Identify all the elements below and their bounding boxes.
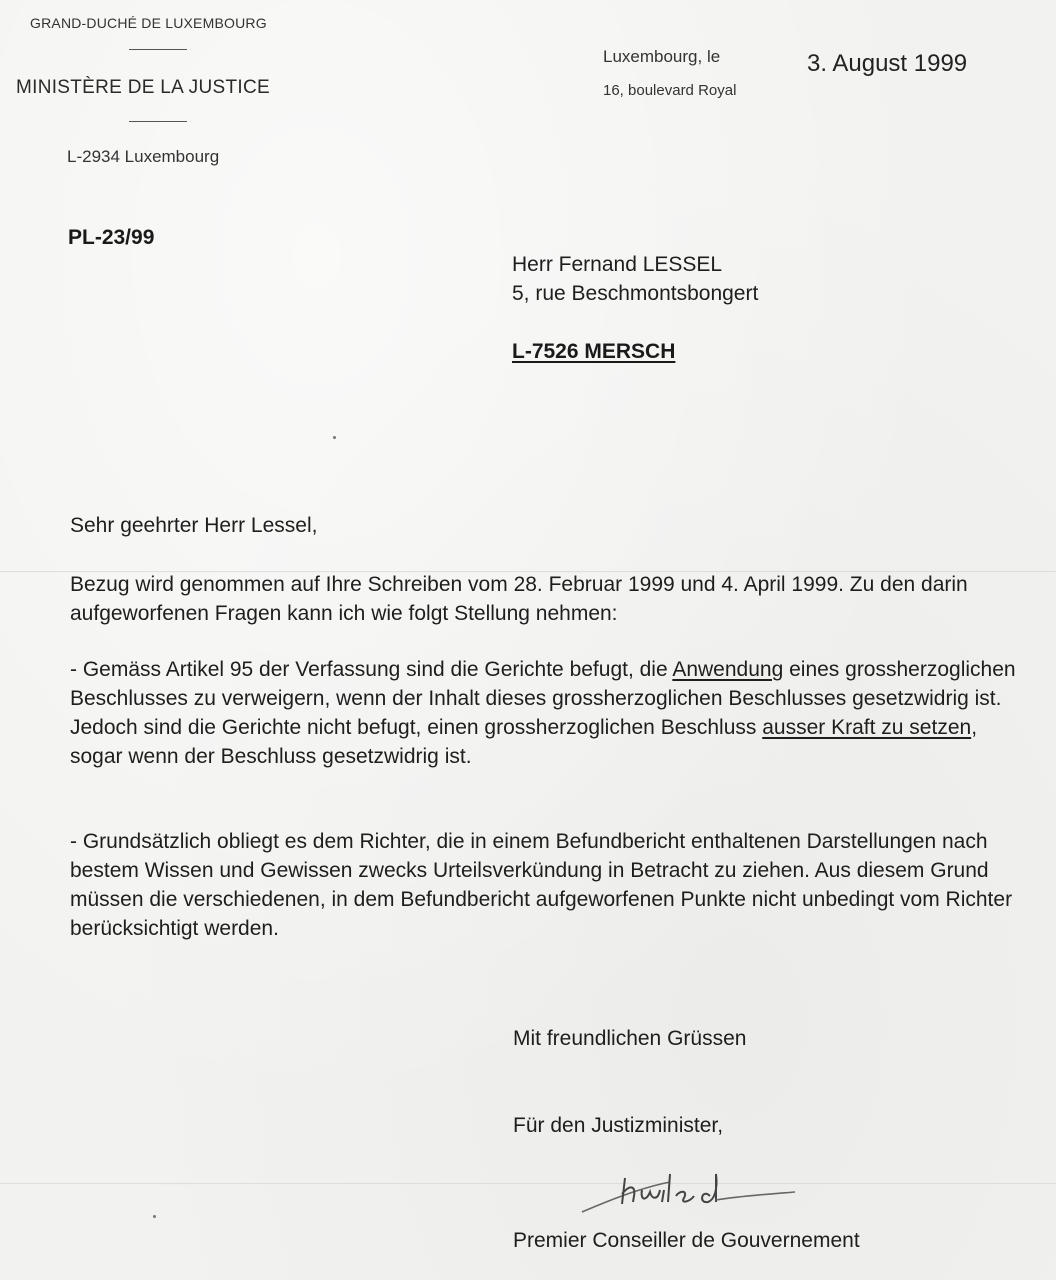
sender-street: 16, boulevard Royal — [603, 82, 737, 99]
recipient-city: L-7526 MERSCH — [512, 340, 676, 363]
on-behalf-line: Für den Justizminister, — [513, 1114, 724, 1137]
letter-date: 3. August 1999 — [807, 50, 968, 77]
body-paragraph-3: - Grundsätzlich obliegt es dem Richter, die in einem Befundbericht enthaltenen Darstellungen nach bestem Wissen und Gewissen zwecks Urteilsverkündung in Betracht zu ziehen. Aus diesem Grund müssen die verschiedenen, in dem Befundbericht aufgeworfenen Punkte nicht unbedingt vom Richter berücksichtigt werden. — [70, 830, 1013, 940]
body-paragraph-2 — [70, 655, 1030, 771]
reference-number: PL-23/99 — [68, 226, 155, 249]
paragraph-text: - Gemäss Artikel 95 der Verfassung sind die Gerichte befugt, die — [70, 658, 673, 681]
paper-fold-line — [0, 1183, 1056, 1185]
closing-phrase: Mit freundlichen Grüssen — [513, 1027, 747, 1050]
paper-speck — [153, 1215, 156, 1218]
recipient-street: 5, rue Beschmontsbongert — [512, 282, 759, 305]
paper-speck — [333, 436, 336, 439]
signer-title: Premier Conseiller de Gouvernement — [513, 1229, 860, 1252]
body-paragraph-1: Bezug wird genommen auf Ihre Schreiben vom 28. Februar 1999 und 4. April 1999. Zu den darin aufgeworfenen Fragen kann ich wie folgt Stellung nehmen: — [70, 573, 968, 625]
letterhead-ministry: MINISTÈRE DE LA JUSTICE — [16, 77, 270, 98]
recipient-name: Herr Fernand LESSEL — [512, 253, 723, 276]
letterhead-country: GRAND-DUCHÉ DE LUXEMBOURG — [30, 15, 267, 31]
underlined-text: ausser Kraft zu setzen — [762, 716, 972, 739]
paragraph-text: eines grossherzoglichen Beschlusses zu verweigern, wenn der Inhalt dieses grossherzoglichen Beschlusses gesetzwidrig ist. Jedoch sind die Gerichte nicht befugt, einen grossherzoglichen Beschluss — [70, 658, 1016, 739]
letterhead-postal-code: L-2934 Luxembourg — [67, 147, 220, 166]
handwritten-signature — [580, 1160, 800, 1220]
letterhead-divider — [129, 121, 187, 122]
paragraph-text: , sogar wenn der Beschluss gesetzwidrig ist. — [70, 716, 978, 768]
letterhead-divider — [129, 49, 187, 50]
salutation: Sehr geehrter Herr Lessel, — [70, 514, 318, 537]
sender-place: Luxembourg, le — [603, 47, 721, 66]
underlined-text: Anwendung — [672, 658, 784, 681]
